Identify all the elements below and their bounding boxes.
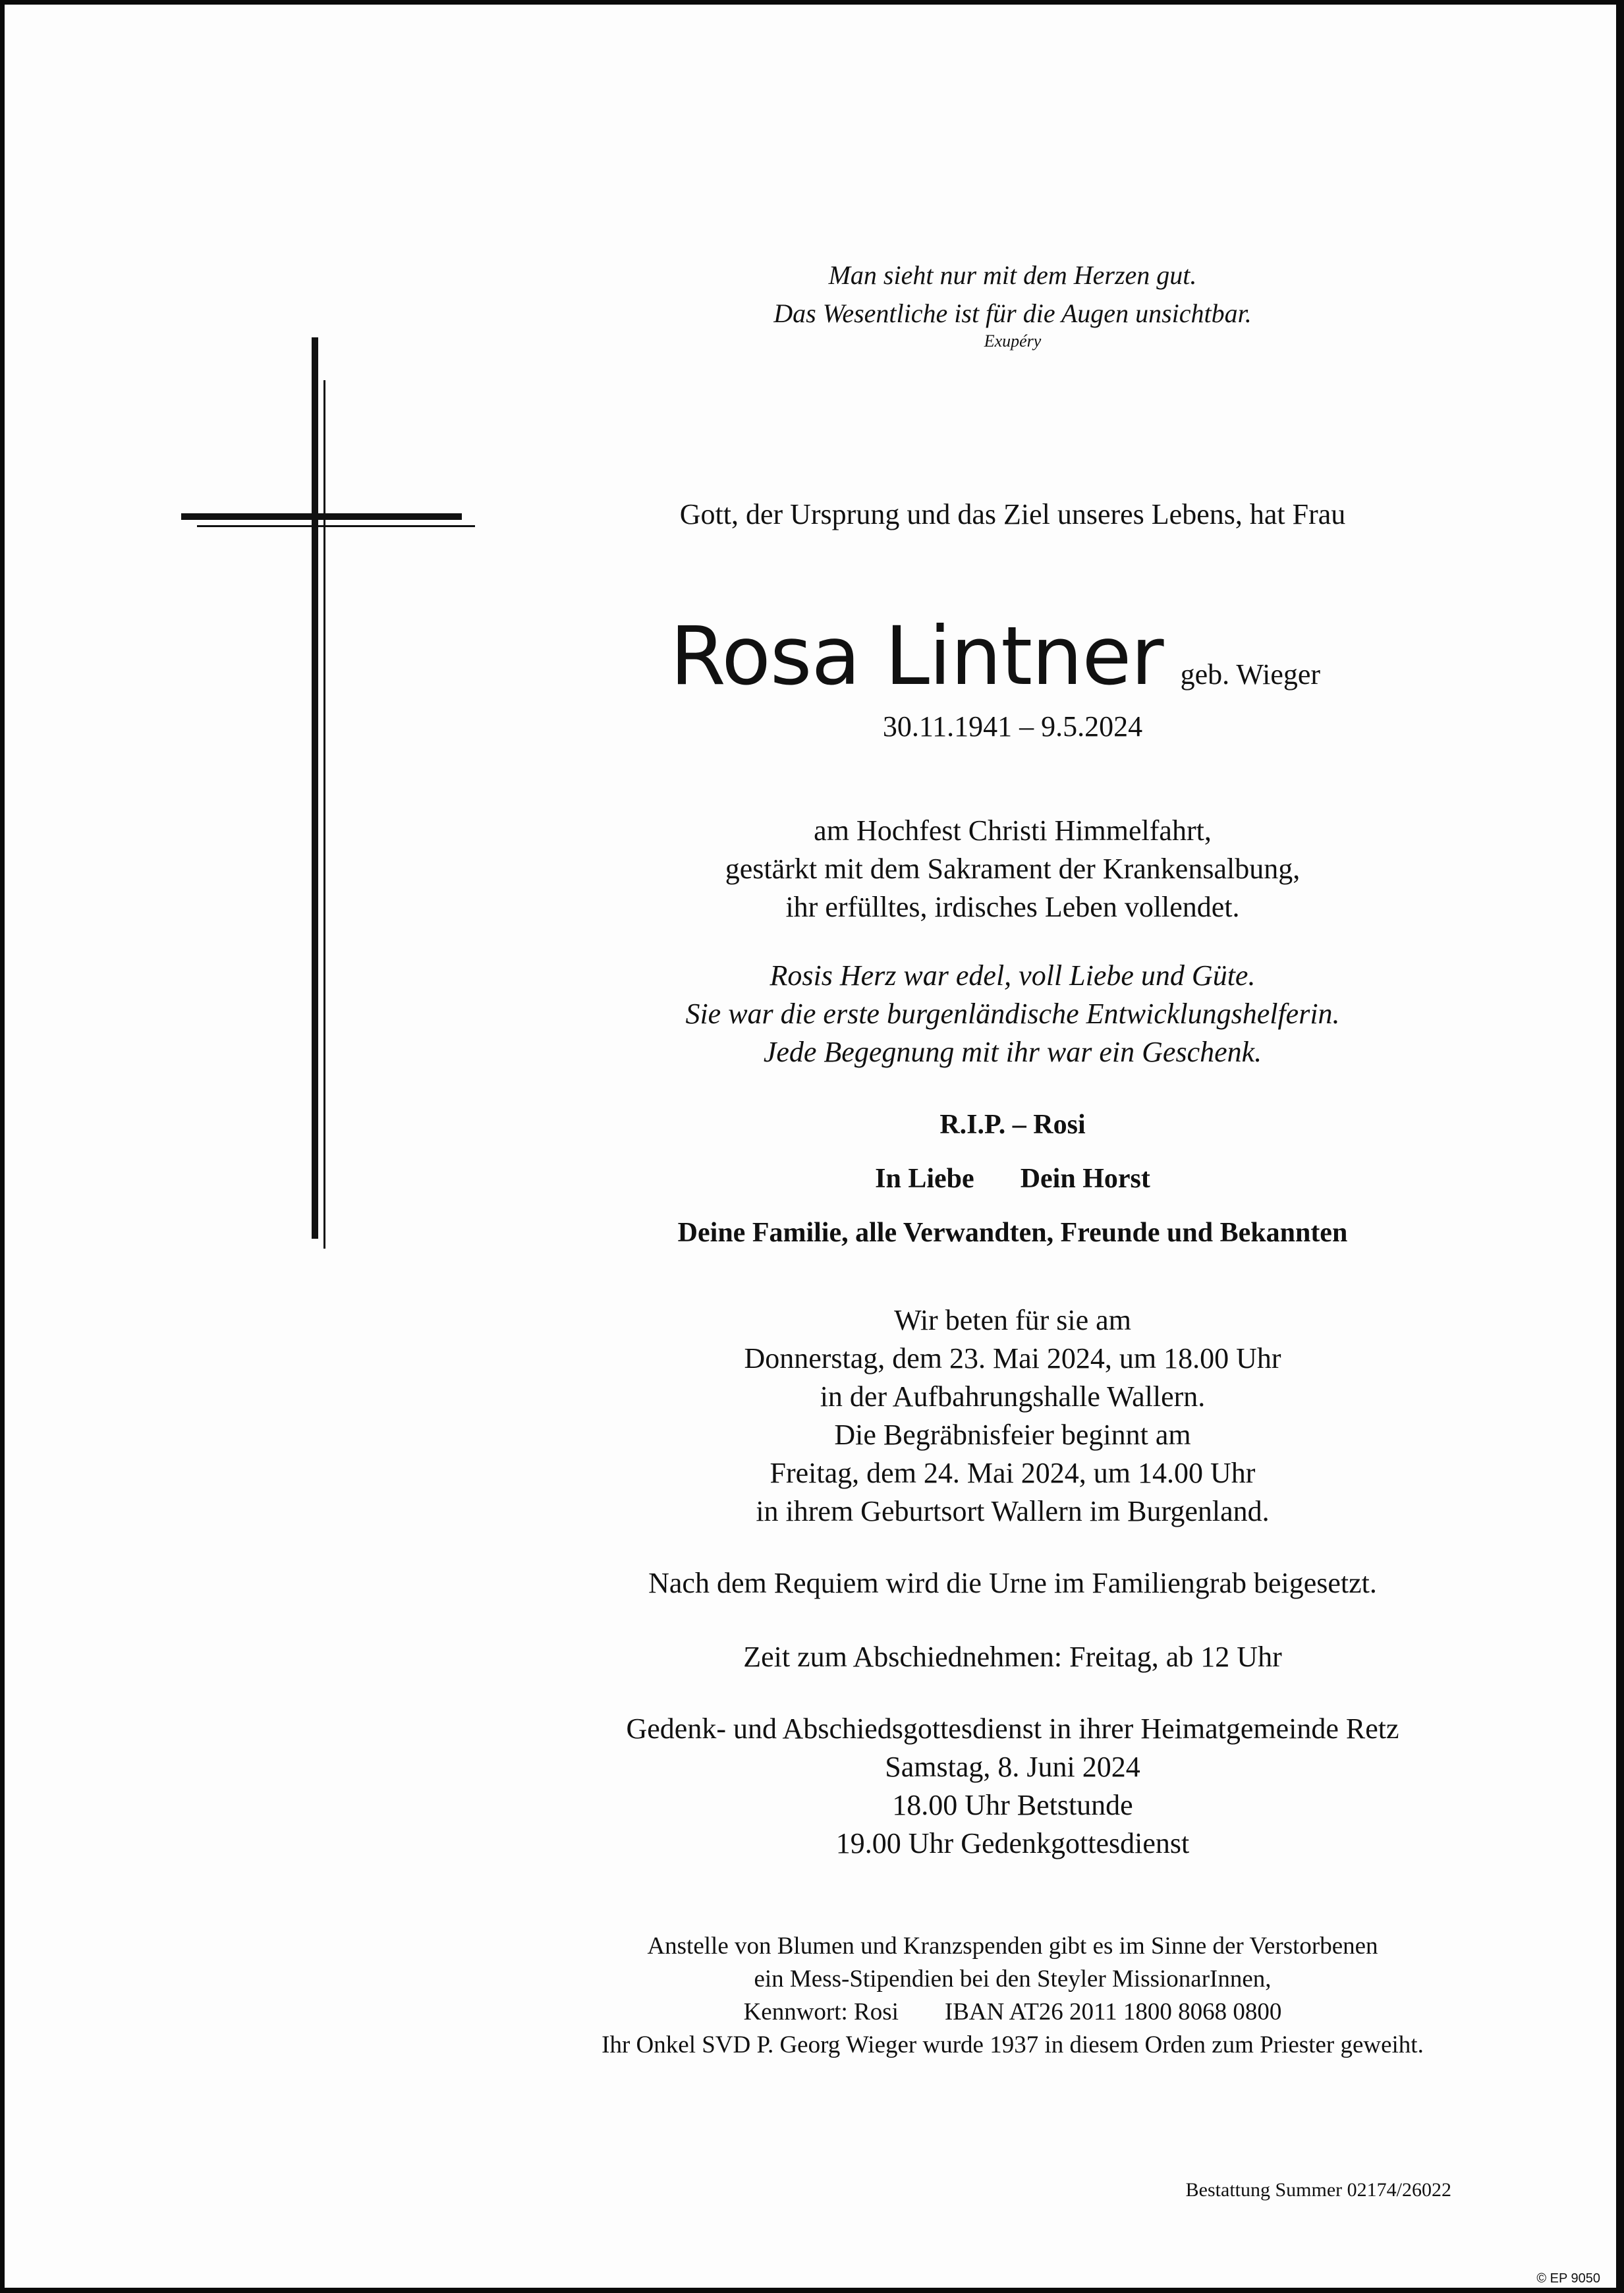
deceased-name-row: [670, 609, 1320, 703]
memorial-line: Gedenk- und Abschiedsgottesdienst in ihrer Heimatgemeinde Retz: [626, 1713, 1399, 1745]
quote-line: Das Wesentliche ist für die Augen unsichtbar.: [773, 298, 1252, 328]
quote-line: Man sieht nur mit dem Herzen gut.: [828, 260, 1197, 290]
tribute-line: Rosis Herz war edel, voll Liebe und Güte.: [770, 959, 1256, 992]
passing-line: ihr erfülltes, irdisches Leben vollendet.: [785, 891, 1240, 923]
cross-icon-beam: [181, 513, 462, 520]
opening-quote: [545, 256, 1480, 333]
mourners-partner: [545, 1163, 1480, 1195]
in-love-label: In Liebe: [875, 1164, 974, 1194]
passing-paragraph: [545, 812, 1480, 926]
partner-name: Dein Horst: [1020, 1164, 1150, 1194]
tribute-line: Sie war die erste burgenländische Entwicklungshelferin.: [685, 998, 1340, 1030]
services-line: Wir beten für sie am: [894, 1304, 1131, 1336]
memorial-line: 19.00 Uhr Gedenkgottesdienst: [835, 1827, 1190, 1859]
cross-icon-inner-line: [323, 380, 325, 1249]
memorial-line: 18.00 Uhr Betstunde: [892, 1789, 1133, 1821]
quote-author: Exupéry: [984, 331, 1042, 351]
tribute-paragraph: [545, 957, 1480, 1071]
passing-line: gestärkt mit dem Sakrament der Krankensalbung,: [725, 853, 1301, 885]
services-line: Die Begräbnisfeier beginnt am: [834, 1419, 1191, 1451]
requiem-text: Nach dem Requiem wird die Urne im Familiengrab beigesetzt.: [648, 1567, 1377, 1599]
donation-line: Anstelle von Blumen und Kranzspenden gibt es im Sinne der Verstorbenen: [647, 1933, 1378, 1960]
intro-text: Gott, der Ursprung und das Ziel unseres Lebens, hat Frau: [679, 498, 1346, 530]
deceased-name: Rosa Lintner: [670, 609, 1163, 703]
farewell-text: Zeit zum Abschiednehmen: Freitag, ab 12 Uhr: [743, 1641, 1282, 1673]
tribute-line: Jede Begegnung mit ihr war ein Geschenk.: [763, 1036, 1262, 1068]
services-line: in der Aufbahrungshalle Wallern.: [820, 1380, 1206, 1413]
rip-line: R.I.P. – Rosi: [939, 1110, 1086, 1140]
undertaker-contact: Bestattung Summer 02174/26022: [1185, 2179, 1451, 2201]
services-line: Donnerstag, dem 23. Mai 2024, um 18.00 Uhr: [744, 1342, 1281, 1374]
services-paragraph: [545, 1301, 1480, 1531]
donation-iban: IBAN AT26 2011 1800 8068 0800: [944, 1998, 1282, 2025]
services-line: in ihrem Geburtsort Wallern im Burgenland.: [756, 1495, 1270, 1527]
memorial-paragraph: [545, 1710, 1480, 1863]
services-line: Freitag, dem 24. Mai 2024, um 14.00 Uhr: [770, 1457, 1256, 1489]
life-dates: 30.11.1941 – 9.5.2024: [882, 710, 1143, 743]
cross-icon-beam-inner-line: [197, 525, 475, 527]
donation-bank-line: [545, 1996, 1480, 2029]
donation-line: ein Mess-Stipendien bei den Steyler MissionarInnen,: [754, 1966, 1272, 1993]
mourners-family: Deine Familie, alle Verwandten, Freunde und Bekannten: [677, 1218, 1348, 1248]
passing-line: am Hochfest Christi Himmelfahrt,: [814, 814, 1212, 847]
maiden-name: geb. Wieger: [1180, 658, 1321, 691]
memorial-line: Samstag, 8. Juni 2024: [885, 1751, 1140, 1783]
donation-keyword: Kennwort: Rosi: [743, 1998, 899, 2025]
donation-paragraph: [545, 1930, 1480, 2062]
cross-icon: [312, 337, 318, 1239]
copyright-mark: © EP 9050: [1536, 2271, 1600, 2286]
donation-line: Ihr Onkel SVD P. Georg Wieger wurde 1937 in diesem Orden zum Priester geweiht.: [602, 2031, 1424, 2058]
